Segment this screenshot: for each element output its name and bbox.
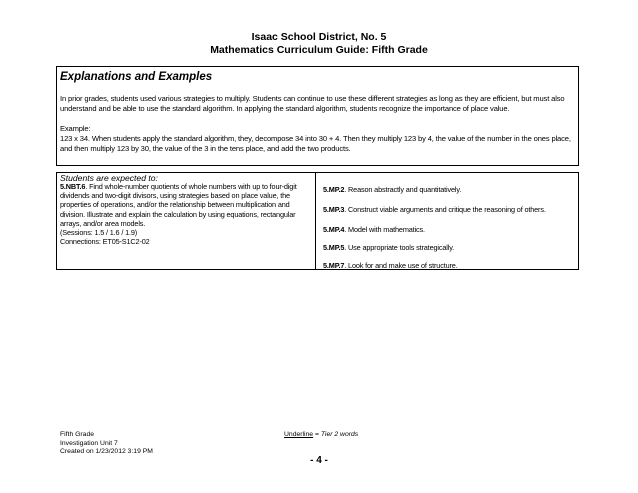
underline-word: Underline (284, 431, 314, 438)
explanations-paragraph: In prior grades, students used various strategies to multiply. Students can continue to use these different strategies as long as they are efficient, but must also understand and be able to use the standard algorithm. In applying the standard algorithm, students recognize the importance of place value. (60, 94, 565, 113)
sessions-line: (Sessions: 1.5 / 1.6 / 1.9) (60, 228, 138, 238)
example-label: Example: (60, 124, 91, 133)
standard-text: . Find whole-number quotients of whole numbers with up to four-digit dividends and two-digit divisors, using strategies based on place value, the properties of operations, and/or the relationship between multiplication and division. Illustrate and explain the calculation by using equations, rectangular arrays, and/or area models. (60, 182, 297, 228)
footer-grade: Fifth Grade (60, 431, 94, 438)
standard-description (60, 182, 312, 228)
example-text: 123 x 34. When students apply the standard algorithm, they, decompose 34 into 30 + 4. Then they multiply 123 by 4, the value of the number in the ones place, and then multiply 123 by 30, the value of the 3 in the tens place, and add the two products. (60, 134, 571, 153)
tier-words: Tier 2 words (320, 431, 359, 438)
footer-unit: Investigation Unit 7 (60, 439, 118, 447)
standard-code: 5.NBT.6 (60, 182, 86, 191)
footer-created: Created on 1/23/2012 3:19 PM (60, 448, 153, 456)
practice-item: 5.MP.2. Reason abstractly and quantitatively. (323, 185, 462, 194)
explanations-box (56, 66, 579, 166)
practice-item: 5.MP.7. Look for and make use of structure. (323, 261, 458, 270)
practice-item: 5.MP.5. Use appropriate tools strategically. (323, 243, 455, 252)
page-number: - 4 - (310, 455, 328, 466)
standard-column (57, 173, 316, 269)
connections-line: Connections: ET05-S1C2-02 (60, 237, 150, 247)
explanations-title: Explanations and Examples (60, 71, 213, 83)
standard-text-block (60, 182, 312, 246)
expectations-box (56, 172, 579, 270)
footer-left (60, 431, 153, 457)
expectations-title: Students are expected to: (60, 173, 158, 183)
example-block (60, 124, 576, 154)
district-title: Isaac School District, No. 5 (251, 31, 387, 43)
footer-legend: Underline = Tier 2 words (284, 431, 359, 438)
practice-item: 5.MP.3. Construct viable arguments and critique the reasoning of others. (323, 205, 546, 214)
guide-title: Mathematics Curriculum Guide: Fifth Grade (210, 44, 428, 56)
practice-item: 5.MP.4. Model with mathematics. (323, 225, 425, 234)
